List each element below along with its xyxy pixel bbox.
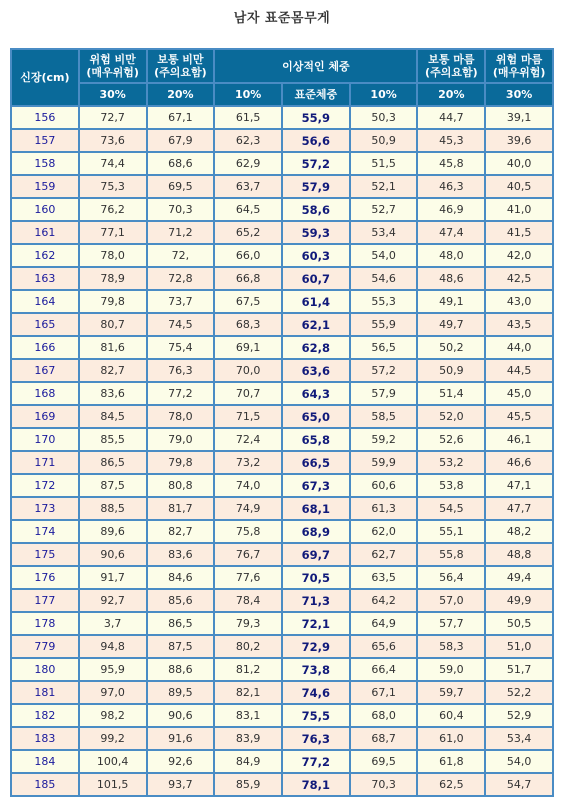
- table-row: [12, 107, 552, 128]
- header-ideal-weight: 이상적인 체중: [215, 50, 416, 82]
- table-row: [12, 268, 552, 289]
- standard-weight-cell: 78,1: [283, 774, 349, 795]
- weight-cell: 73,2: [215, 452, 281, 473]
- weight-cell: 70,3: [351, 774, 417, 795]
- weight-cell: 64,9: [351, 613, 417, 634]
- weight-cell: 95,9: [80, 659, 146, 680]
- weight-cell: 45,5: [486, 406, 552, 427]
- table-row: [12, 314, 552, 335]
- subheader-cell: 30%: [486, 84, 552, 105]
- standard-weight-cell: 68,9: [283, 521, 349, 542]
- weight-cell: 79,8: [148, 452, 214, 473]
- weight-cell: 46,1: [486, 429, 552, 450]
- weight-cell: 50,9: [418, 360, 484, 381]
- table-row: [12, 590, 552, 611]
- weight-cell: 72,7: [80, 107, 146, 128]
- weight-cell: 81,6: [80, 337, 146, 358]
- weight-cell: 84,9: [215, 751, 281, 772]
- weight-cell: 42,0: [486, 245, 552, 266]
- weight-cell: 85,5: [80, 429, 146, 450]
- table-row: [12, 728, 552, 749]
- table-row: [12, 521, 552, 542]
- weight-cell: 82,7: [80, 360, 146, 381]
- table-row: [12, 567, 552, 588]
- weight-cell: 54,6: [351, 268, 417, 289]
- table-row: [12, 613, 552, 634]
- height-cell: 168: [12, 383, 78, 404]
- weight-cell: 50,9: [351, 130, 417, 151]
- standard-weight-cell: 73,8: [283, 659, 349, 680]
- subheader-row: [12, 84, 552, 105]
- standard-weight-cell: 61,4: [283, 291, 349, 312]
- weight-cell: 86,5: [80, 452, 146, 473]
- weight-cell: 46,9: [418, 199, 484, 220]
- weight-cell: 94,8: [80, 636, 146, 657]
- weight-cell: 85,6: [148, 590, 214, 611]
- weight-cell: 68,0: [351, 705, 417, 726]
- height-cell: 182: [12, 705, 78, 726]
- weight-cell: 53,4: [486, 728, 552, 749]
- weight-cell: 62,5: [418, 774, 484, 795]
- weight-cell: 48,2: [486, 521, 552, 542]
- weight-cell: 45,3: [418, 130, 484, 151]
- weight-cell: 74,9: [215, 498, 281, 519]
- height-cell: 160: [12, 199, 78, 220]
- weight-cell: 79,8: [80, 291, 146, 312]
- weight-cell: 61,5: [215, 107, 281, 128]
- weight-cell: 39,1: [486, 107, 552, 128]
- header-normal-obese: 보통 비만 (주의요함): [148, 50, 214, 82]
- height-cell: 161: [12, 222, 78, 243]
- weight-cell: 76,2: [80, 199, 146, 220]
- weight-cell: 50,3: [351, 107, 417, 128]
- standard-weight-cell: 57,2: [283, 153, 349, 174]
- standard-weight-cell: 62,1: [283, 314, 349, 335]
- standard-weight-cell: 77,2: [283, 751, 349, 772]
- standard-weight-cell: 66,5: [283, 452, 349, 473]
- standard-weight-cell: 72,1: [283, 613, 349, 634]
- subheader-cell: 10%: [215, 84, 281, 105]
- height-cell: 184: [12, 751, 78, 772]
- weight-cell: 53,4: [351, 222, 417, 243]
- height-cell: 169: [12, 406, 78, 427]
- weight-cell: 78,9: [80, 268, 146, 289]
- height-cell: 172: [12, 475, 78, 496]
- table-row: [12, 222, 552, 243]
- weight-cell: 52,0: [418, 406, 484, 427]
- weight-cell: 87,5: [80, 475, 146, 496]
- standard-weight-cell: 56,6: [283, 130, 349, 151]
- table-row: [12, 705, 552, 726]
- weight-cell: 60,4: [418, 705, 484, 726]
- table-body: [12, 107, 552, 795]
- standard-weight-cell: 76,3: [283, 728, 349, 749]
- weight-cell: 54,0: [351, 245, 417, 266]
- weight-cell: 59,2: [351, 429, 417, 450]
- weight-cell: 49,7: [418, 314, 484, 335]
- standard-weight-cell: 75,5: [283, 705, 349, 726]
- weight-cell: 91,7: [80, 567, 146, 588]
- weight-cell: 93,7: [148, 774, 214, 795]
- weight-cell: 71,2: [148, 222, 214, 243]
- weight-cell: 51,4: [418, 383, 484, 404]
- weight-cell: 53,2: [418, 452, 484, 473]
- height-cell: 177: [12, 590, 78, 611]
- standard-weight-cell: 68,1: [283, 498, 349, 519]
- weight-cell: 92,6: [148, 751, 214, 772]
- weight-cell: 55,9: [351, 314, 417, 335]
- weight-cell: 40,0: [486, 153, 552, 174]
- table-row: [12, 682, 552, 703]
- weight-cell: 47,7: [486, 498, 552, 519]
- weight-cell: 39,6: [486, 130, 552, 151]
- weight-cell: 79,0: [148, 429, 214, 450]
- weight-cell: 62,7: [351, 544, 417, 565]
- table-row: [12, 337, 552, 358]
- weight-cell: 57,0: [418, 590, 484, 611]
- weight-cell: 78,0: [80, 245, 146, 266]
- weight-cell: 86,5: [148, 613, 214, 634]
- weight-cell: 62,0: [351, 521, 417, 542]
- weight-cell: 72,8: [148, 268, 214, 289]
- height-cell: 164: [12, 291, 78, 312]
- weight-cell: 57,2: [351, 360, 417, 381]
- subheader-standard-weight: 표준체중: [283, 84, 349, 105]
- table-row: [12, 176, 552, 197]
- weight-cell: 50,5: [486, 613, 552, 634]
- height-cell: 180: [12, 659, 78, 680]
- weight-cell: 83,6: [80, 383, 146, 404]
- weight-cell: 61,0: [418, 728, 484, 749]
- height-cell: 162: [12, 245, 78, 266]
- table-row: [12, 130, 552, 151]
- page-title: 남자 표준몸무게: [233, 11, 331, 26]
- weight-cell: 51,7: [486, 659, 552, 680]
- weight-cell: 63,5: [351, 567, 417, 588]
- table-row: [12, 199, 552, 220]
- height-cell: 159: [12, 176, 78, 197]
- standard-weight-cell: 65,0: [283, 406, 349, 427]
- weight-cell: 55,1: [418, 521, 484, 542]
- table-row: [12, 774, 552, 795]
- weight-cell: 41,5: [486, 222, 552, 243]
- weight-cell: 52,2: [486, 682, 552, 703]
- weight-cell: 66,8: [215, 268, 281, 289]
- weight-cell: 45,8: [418, 153, 484, 174]
- weight-cell: 72,4: [215, 429, 281, 450]
- standard-weight-cell: 72,9: [283, 636, 349, 657]
- height-cell: 183: [12, 728, 78, 749]
- weight-cell: 56,5: [351, 337, 417, 358]
- height-cell: 166: [12, 337, 78, 358]
- weight-cell: 67,9: [148, 130, 214, 151]
- weight-cell: 68,6: [148, 153, 214, 174]
- table-row: [12, 636, 552, 657]
- weight-cell: 61,3: [351, 498, 417, 519]
- weight-cell: 59,0: [418, 659, 484, 680]
- weight-cell: 89,6: [80, 521, 146, 542]
- weight-cell: 44,5: [486, 360, 552, 381]
- table-row: [12, 429, 552, 450]
- weight-cell: 51,0: [486, 636, 552, 657]
- subheader-cell: 30%: [80, 84, 146, 105]
- weight-cell: 81,2: [215, 659, 281, 680]
- weight-cell: 71,5: [215, 406, 281, 427]
- height-cell: 157: [12, 130, 78, 151]
- standard-weight-cell: 70,5: [283, 567, 349, 588]
- weight-cell: 47,4: [418, 222, 484, 243]
- weight-cell: 81,7: [148, 498, 214, 519]
- weight-cell: 83,9: [215, 728, 281, 749]
- weight-cell: 84,5: [80, 406, 146, 427]
- weight-cell: 54,5: [418, 498, 484, 519]
- weight-cell: 100,4: [80, 751, 146, 772]
- weight-cell: 43,0: [486, 291, 552, 312]
- table-row: [12, 498, 552, 519]
- height-cell: 170: [12, 429, 78, 450]
- standard-weight-cell: 62,8: [283, 337, 349, 358]
- height-cell: 174: [12, 521, 78, 542]
- weight-cell: 99,2: [80, 728, 146, 749]
- weight-cell: 75,3: [80, 176, 146, 197]
- weight-cell: 69,1: [215, 337, 281, 358]
- weight-cell: 78,4: [215, 590, 281, 611]
- table-row: [12, 383, 552, 404]
- header-normal-thin: 보통 마름 (주의요함): [418, 50, 484, 82]
- weight-cell: 44,0: [486, 337, 552, 358]
- weight-cell: 84,6: [148, 567, 214, 588]
- weight-cell: 92,7: [80, 590, 146, 611]
- weight-cell: 69,5: [351, 751, 417, 772]
- standard-weight-cell: 63,6: [283, 360, 349, 381]
- weight-cell: 87,5: [148, 636, 214, 657]
- weight-cell: 98,2: [80, 705, 146, 726]
- weight-cell: 83,6: [148, 544, 214, 565]
- subheader-cell: 20%: [148, 84, 214, 105]
- table-row: [12, 153, 552, 174]
- weight-cell: 66,0: [215, 245, 281, 266]
- weight-cell: 82,7: [148, 521, 214, 542]
- header-danger-obese: 위험 비만 (매우위험): [80, 50, 146, 82]
- weight-cell: 61,8: [418, 751, 484, 772]
- table-row: [12, 659, 552, 680]
- standard-weight-cell: 69,7: [283, 544, 349, 565]
- weight-cell: 58,5: [351, 406, 417, 427]
- weight-cell: 63,7: [215, 176, 281, 197]
- weight-cell: 73,6: [80, 130, 146, 151]
- weight-cell: 52,6: [418, 429, 484, 450]
- weight-cell: 68,7: [351, 728, 417, 749]
- weight-cell: 77,6: [215, 567, 281, 588]
- weight-cell: 50,2: [418, 337, 484, 358]
- weight-cell: 49,9: [486, 590, 552, 611]
- weight-cell: 52,7: [351, 199, 417, 220]
- height-cell: 163: [12, 268, 78, 289]
- weight-cell: 77,2: [148, 383, 214, 404]
- weight-cell: 54,0: [486, 751, 552, 772]
- weight-cell: 76,7: [215, 544, 281, 565]
- weight-cell: 72,: [148, 245, 214, 266]
- weight-cell: 101,5: [80, 774, 146, 795]
- standard-weight-cell: 57,9: [283, 176, 349, 197]
- weight-cell: 60,6: [351, 475, 417, 496]
- standard-weight-cell: 64,3: [283, 383, 349, 404]
- weight-cell: 78,0: [148, 406, 214, 427]
- weight-cell: 52,1: [351, 176, 417, 197]
- standard-weight-cell: 71,3: [283, 590, 349, 611]
- weight-cell: 66,4: [351, 659, 417, 680]
- weight-cell: 43,5: [486, 314, 552, 335]
- weight-cell: 41,0: [486, 199, 552, 220]
- weight-cell: 69,5: [148, 176, 214, 197]
- weight-cell: 75,4: [148, 337, 214, 358]
- standard-weight-cell: 60,7: [283, 268, 349, 289]
- standard-weight-cell: 74,6: [283, 682, 349, 703]
- weight-cell: 55,8: [418, 544, 484, 565]
- weight-cell: 67,1: [351, 682, 417, 703]
- weight-cell: 56,4: [418, 567, 484, 588]
- weight-cell: 90,6: [80, 544, 146, 565]
- weight-cell: 79,3: [215, 613, 281, 634]
- weight-cell: 90,6: [148, 705, 214, 726]
- height-cell: 156: [12, 107, 78, 128]
- subheader-cell: 20%: [418, 84, 484, 105]
- subheader-cell: 10%: [351, 84, 417, 105]
- weight-cell: 51,5: [351, 153, 417, 174]
- weight-cell: 48,6: [418, 268, 484, 289]
- weight-cell: 57,7: [418, 613, 484, 634]
- weight-cell: 74,5: [148, 314, 214, 335]
- weight-cell: 57,9: [351, 383, 417, 404]
- weight-cell: 73,7: [148, 291, 214, 312]
- weight-cell: 97,0: [80, 682, 146, 703]
- weight-cell: 55,3: [351, 291, 417, 312]
- table-row: [12, 544, 552, 565]
- weight-cell: 83,1: [215, 705, 281, 726]
- height-cell: 175: [12, 544, 78, 565]
- table-row: [12, 245, 552, 266]
- table-row: [12, 291, 552, 312]
- weight-cell: 74,4: [80, 153, 146, 174]
- weight-cell: 54,7: [486, 774, 552, 795]
- weight-cell: 44,7: [418, 107, 484, 128]
- weight-cell: 65,2: [215, 222, 281, 243]
- weight-cell: 68,3: [215, 314, 281, 335]
- weight-cell: 53,8: [418, 475, 484, 496]
- weight-cell: 59,9: [351, 452, 417, 473]
- standard-weight-cell: 59,3: [283, 222, 349, 243]
- standard-weight-cell: 65,8: [283, 429, 349, 450]
- height-cell: 173: [12, 498, 78, 519]
- weight-table: [10, 48, 554, 797]
- weight-cell: 85,9: [215, 774, 281, 795]
- weight-cell: 49,4: [486, 567, 552, 588]
- weight-cell: 67,1: [148, 107, 214, 128]
- weight-cell: 58,3: [418, 636, 484, 657]
- weight-cell: 77,1: [80, 222, 146, 243]
- weight-cell: 48,0: [418, 245, 484, 266]
- header-height: 신장(cm): [12, 50, 78, 105]
- weight-cell: 46,3: [418, 176, 484, 197]
- height-cell: 176: [12, 567, 78, 588]
- weight-cell: 64,5: [215, 199, 281, 220]
- weight-cell: 80,2: [215, 636, 281, 657]
- weight-cell: 62,3: [215, 130, 281, 151]
- header-row: [12, 50, 552, 82]
- height-cell: 185: [12, 774, 78, 795]
- height-cell: 171: [12, 452, 78, 473]
- height-cell: 181: [12, 682, 78, 703]
- weight-cell: 76,3: [148, 360, 214, 381]
- weight-cell: 80,8: [148, 475, 214, 496]
- weight-cell: 52,9: [486, 705, 552, 726]
- weight-cell: 91,6: [148, 728, 214, 749]
- weight-cell: 47,1: [486, 475, 552, 496]
- height-cell: 158: [12, 153, 78, 174]
- weight-cell: 75,8: [215, 521, 281, 542]
- weight-cell: 42,5: [486, 268, 552, 289]
- height-cell: 779: [12, 636, 78, 657]
- weight-cell: 82,1: [215, 682, 281, 703]
- weight-cell: 89,5: [148, 682, 214, 703]
- height-cell: 167: [12, 360, 78, 381]
- weight-cell: 40,5: [486, 176, 552, 197]
- weight-cell: 80,7: [80, 314, 146, 335]
- standard-weight-cell: 58,6: [283, 199, 349, 220]
- header-danger-thin: 위험 마름 (매우위험): [486, 50, 552, 82]
- weight-cell: 59,7: [418, 682, 484, 703]
- weight-cell: 70,0: [215, 360, 281, 381]
- table-row: [12, 751, 552, 772]
- weight-cell: 62,9: [215, 153, 281, 174]
- height-cell: 165: [12, 314, 78, 335]
- weight-cell: 70,3: [148, 199, 214, 220]
- table-row: [12, 406, 552, 427]
- weight-cell: 88,6: [148, 659, 214, 680]
- standard-weight-cell: 55,9: [283, 107, 349, 128]
- table-row: [12, 360, 552, 381]
- weight-cell: 64,2: [351, 590, 417, 611]
- height-cell: 178: [12, 613, 78, 634]
- weight-cell: 74,0: [215, 475, 281, 496]
- weight-cell: 48,8: [486, 544, 552, 565]
- weight-cell: 45,0: [486, 383, 552, 404]
- weight-cell: 3,7: [80, 613, 146, 634]
- weight-cell: 49,1: [418, 291, 484, 312]
- table-row: [12, 475, 552, 496]
- weight-cell: 70,7: [215, 383, 281, 404]
- weight-cell: 67,5: [215, 291, 281, 312]
- table-row: [12, 452, 552, 473]
- standard-weight-cell: 67,3: [283, 475, 349, 496]
- standard-weight-cell: 60,3: [283, 245, 349, 266]
- weight-cell: 46,6: [486, 452, 552, 473]
- weight-cell: 88,5: [80, 498, 146, 519]
- weight-cell: 65,6: [351, 636, 417, 657]
